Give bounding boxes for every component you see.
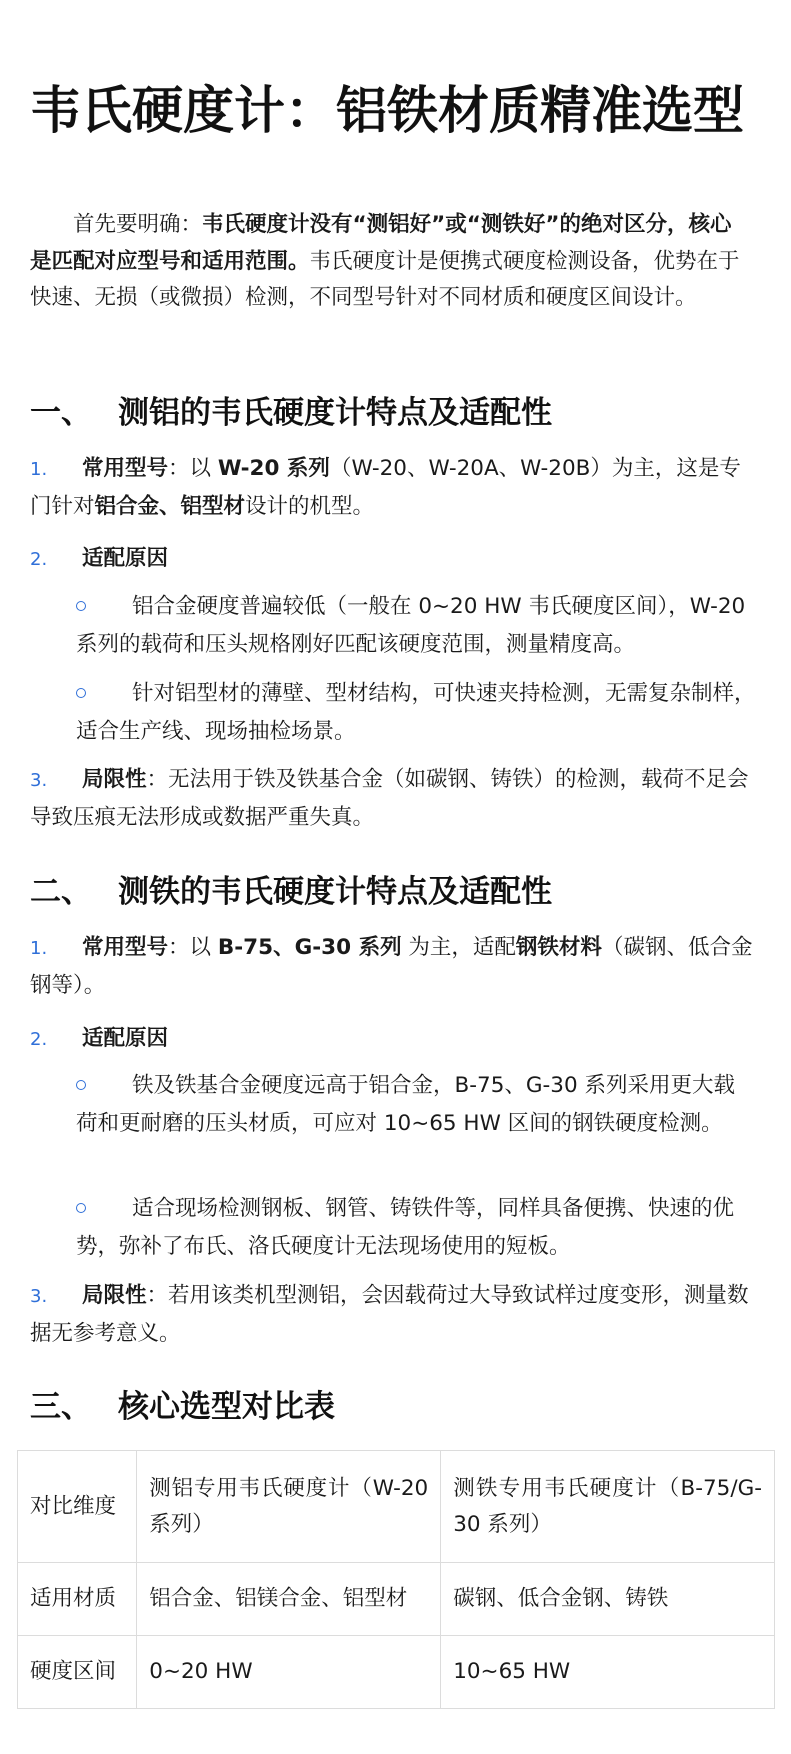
- section-number: 二、: [30, 874, 92, 910]
- circle-bullet-icon: [76, 588, 132, 625]
- list-number: 1.: [30, 459, 48, 480]
- item-label: 局限性: [82, 1283, 147, 1308]
- intro-lead: 首先要明确：: [73, 212, 203, 237]
- intro-rest: 韦氏硬度计是便携式硬度检测设备，优势在于快速、无损（或微损）检测，不同型号针对不同材质和硬度区间设计。: [30, 248, 740, 310]
- list-number: 2.: [30, 1029, 48, 1050]
- item-bold: 钢铁材料: [515, 935, 602, 960]
- comparison-table: [17, 1450, 775, 1709]
- table-cell: 测铁专用韦氏硬度计（B-75/G-30 系列）: [441, 1451, 775, 1563]
- table-cell: 10~65 HW: [441, 1636, 775, 1709]
- sub-item-text: 铝合金硬度普遍较低（一般在 0~20 HW 韦氏硬度区间），W-20 系列的载荷和压头规格刚好匹配该硬度范围，测量精度高。: [76, 594, 746, 657]
- intro-paragraph: [30, 207, 745, 317]
- list-item: [30, 541, 758, 579]
- circle-bullet-icon: [76, 675, 132, 712]
- section-title: 测铁的韦氏硬度计特点及适配性: [118, 874, 552, 910]
- sub-list-item: [76, 1068, 756, 1142]
- item-label: 常用型号: [82, 456, 169, 481]
- item-text: 设计的机型。: [245, 493, 375, 519]
- circle-bullet-icon: [76, 1190, 132, 1227]
- item-label: 局限性: [82, 767, 147, 792]
- section-heading-iron: [30, 872, 552, 912]
- table-cell: 适用材质: [18, 1563, 137, 1636]
- section-heading-aluminum: [30, 393, 552, 433]
- list-item: [30, 762, 758, 836]
- item-bold: W-20 系列: [217, 456, 330, 481]
- item-label: 适配原因: [82, 1026, 169, 1051]
- section-heading-comparison: [30, 1387, 335, 1427]
- item-text: ：以: [168, 935, 218, 960]
- table-cell: 碳钢、低合金钢、铸铁: [441, 1563, 775, 1636]
- list-item: [30, 1021, 758, 1059]
- sub-item-text: 针对铝型材的薄壁、型材结构，可快速夹持检测，无需复杂制样，适合生产线、现场抽检场景。: [76, 681, 756, 744]
- list-item: [30, 451, 758, 525]
- circle-bullet-icon: [76, 1067, 132, 1104]
- section-title: 测铝的韦氏硬度计特点及适配性: [118, 395, 552, 431]
- list-number: 3.: [30, 770, 48, 791]
- list-number: 2.: [30, 549, 48, 570]
- table-row: [18, 1451, 775, 1563]
- item-label: 常用型号: [82, 935, 169, 960]
- intro-bold: 韦氏硬度计没有“测铝好”或“测铁好”的绝对区分，核心是匹配对应型号和适用范围。: [30, 212, 732, 274]
- table-row: [18, 1636, 775, 1709]
- sub-list-item: [76, 589, 756, 663]
- sub-item-text: 铁及铁基合金硬度远高于铝合金，B-75、G-30 系列采用更大载荷和更耐磨的压头材质，可应对 10~65 HW 区间的钢铁硬度检测。: [76, 1073, 735, 1136]
- table-cell: 铝合金、铝镁合金、铝型材: [137, 1563, 441, 1636]
- sub-list-item: [76, 1191, 756, 1265]
- section-number: 一、: [30, 395, 92, 431]
- item-text: ：若用该类机型测铝，会因载荷过大导致试样过度变形，测量数据无参考意义。: [30, 1283, 749, 1346]
- list-item: [30, 930, 758, 1004]
- item-text: （碳钢、低合金钢等）。: [30, 935, 753, 998]
- table-cell: 硬度区间: [18, 1636, 137, 1709]
- list-number: 1.: [30, 938, 48, 959]
- sub-list-item: [76, 676, 756, 750]
- item-bold: 铝合金、铝型材: [94, 493, 246, 519]
- list-item: [30, 1278, 758, 1352]
- item-text: ：以: [168, 456, 218, 481]
- table-cell: 对比维度: [18, 1451, 137, 1563]
- item-text: 为主，适配: [401, 935, 516, 960]
- section-number: 三、: [30, 1389, 92, 1425]
- table-row: [18, 1563, 775, 1636]
- item-label: 适配原因: [82, 546, 169, 571]
- sub-item-text: 适合现场检测钢板、钢管、铸铁件等，同样具备便携、快速的优势，弥补了布氏、洛氏硬度计无法现场使用的短板。: [76, 1196, 735, 1259]
- table-cell: 测铝专用韦氏硬度计（W-20 系列）: [137, 1451, 441, 1563]
- item-bold: B-75、G-30 系列: [217, 935, 402, 960]
- section-title: 核心选型对比表: [118, 1389, 335, 1425]
- item-text: （W-20、W-20A、W-20B）为主，这是专门针对: [30, 456, 741, 519]
- list-number: 3.: [30, 1286, 48, 1307]
- page-title: 韦氏硬度计：铝铁材质精准选型: [30, 82, 745, 141]
- table-cell: 0~20 HW: [137, 1636, 441, 1709]
- item-text: ：无法用于铁及铁基合金（如碳钢、铸铁）的检测，载荷不足会导致压痕无法形成或数据严重失真。: [30, 767, 749, 830]
